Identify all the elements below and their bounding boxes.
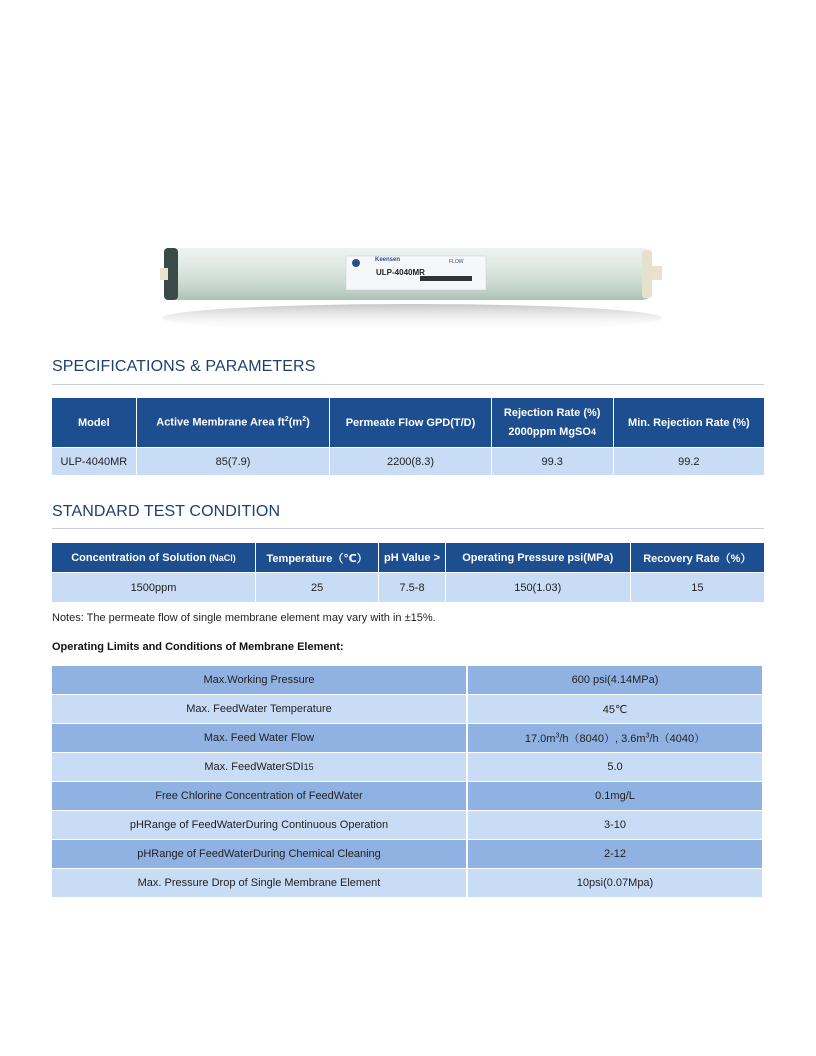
spec-section-divider: [52, 384, 764, 385]
limit-value: 3-10: [468, 811, 762, 839]
spec-header-row: [52, 398, 764, 447]
product-label-model: ULP-4040MR: [376, 268, 425, 277]
test-pressure-value: 150(1.03): [446, 573, 630, 602]
limit-label: Max. FeedWater Temperature: [52, 695, 466, 723]
spec-data-row: [52, 448, 764, 475]
test-header-temperature: Temperature（℃）: [256, 543, 378, 572]
spec-min-rejection-value: 99.2: [614, 448, 764, 475]
limit-label: Max. Pressure Drop of Single Membrane Element: [52, 869, 466, 897]
spec-area-value: 85(7.9): [137, 448, 330, 475]
notes-text: Notes: The permeate flow of single membrane element may vary with in ±15%.: [52, 612, 436, 624]
test-section-divider: [52, 528, 764, 529]
spec-header-permeate-flow: Permeate Flow GPD(T/D): [330, 398, 490, 447]
table-row: [52, 666, 762, 694]
spec-header-min-rejection: Min. Rejection Rate (%): [614, 398, 764, 447]
product-label-flow: FLOW: [449, 259, 464, 265]
test-temperature-value: 25: [256, 573, 378, 602]
limit-value: $17.0m^3/h(8040)$, $3.6m^3/h(4040)$: [468, 724, 762, 752]
limit-value: 0.1mg/L: [468, 782, 762, 810]
test-condition-table: [51, 542, 765, 603]
test-section-title: STANDARD TEST CONDITION: [52, 503, 281, 520]
spec-section-title: SPECIFICATIONS & PARAMETERS: [52, 358, 316, 375]
table-row: [52, 869, 762, 897]
limit-label: Max. FeedWaterSDI15: [52, 753, 466, 781]
limit-label: Max.Working Pressure: [52, 666, 466, 694]
limit-value: 600 psi(4.14MPa): [468, 666, 762, 694]
test-header-pressure: Operating Pressure psi(MPa): [446, 543, 630, 572]
spec-header-rejection-rate: Rejection Rate (%) 2000ppm MgSO4: [492, 398, 613, 447]
test-header-recovery: Recovery Rate（%）: [631, 543, 764, 572]
spec-flow-value: 2200(8.3): [330, 448, 490, 475]
table-row: [52, 753, 762, 781]
test-header-concentration: Concentration of Solution (NaCl): [52, 543, 255, 572]
table-row: [52, 724, 762, 752]
limit-label: pHRange of FeedWaterDuring Continuous Operation: [52, 811, 466, 839]
membrane-element-image: [150, 240, 670, 340]
test-header-ph: pH Value >: [379, 543, 445, 572]
test-ph-value: 7.5-8: [379, 573, 445, 602]
limit-label: Max. Feed Water Flow: [52, 724, 466, 752]
test-concentration-value: 1500ppm: [52, 573, 255, 602]
table-row: [52, 695, 762, 723]
spec-table: [51, 397, 765, 476]
limit-label: pHRange of FeedWaterDuring Chemical Cleaning: [52, 840, 466, 868]
limits-heading: Operating Limits and Conditions of Membrane Element:: [52, 641, 344, 653]
product-label-brand: Keensen: [375, 257, 401, 263]
limit-value: 45℃: [468, 695, 762, 723]
spec-header-model: Model: [52, 398, 136, 447]
spec-header-area: Active Membrane Area $ft^2(m^2)$: [137, 398, 330, 447]
limit-label: Free Chlorine Concentration of FeedWater: [52, 782, 466, 810]
test-header-row: [52, 543, 764, 572]
test-data-row: [52, 573, 764, 602]
test-recovery-value: 15: [631, 573, 764, 602]
spec-model-value: ULP-4040MR: [52, 448, 136, 475]
limit-value: 10psi(0.07Mpa): [468, 869, 762, 897]
limit-value: 5.0: [468, 753, 762, 781]
spec-rejection-value: 99.3: [492, 448, 613, 475]
operating-limits-table: [50, 665, 764, 898]
limit-value: 2-12: [468, 840, 762, 868]
table-row: [52, 782, 762, 810]
table-row: [52, 811, 762, 839]
table-row: [52, 840, 762, 868]
